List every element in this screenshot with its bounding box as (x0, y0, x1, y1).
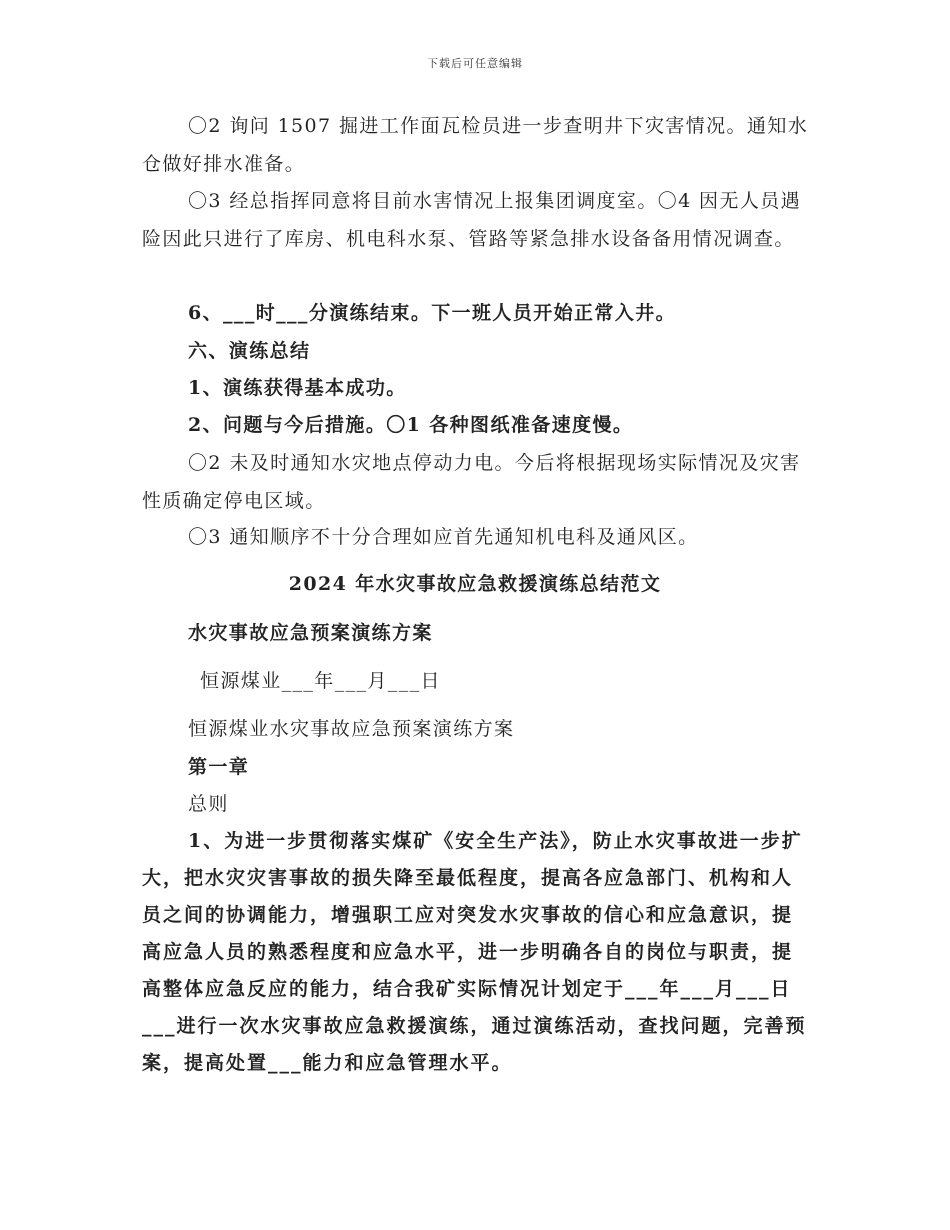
paragraph: 恒源煤业水灾事故应急预案演练方案 (188, 718, 515, 740)
document-title: 2024 年水灾事故应急救援演练总结范文 (288, 573, 662, 595)
paragraph: 1、演练获得基本成功。 (188, 377, 407, 399)
paragraph: 1、为进一步贯彻落实煤矿《安全生产法》，防止水灾事故进一步扩大，把水灾灾害事故的损失降至最低程度，提高各应急部门、机构和人员之间的协调能力，增强职工应对突发水灾事故的信心和应急意识，提高应急人员的熟悉程度和应急水平，进一步明确各自的岗位与职责，提高整体应急反应的能力，结合我矿实际情况计划定于___年___月___日___进行一次水灾事故应急救援演练，通过演练活动，查找问题，完善预案，提高处置___能力和应急管理水平。 (142, 830, 807, 1074)
paragraph: 6、___时___分演练结束。下一班人员开始正常入井。 (188, 302, 677, 324)
chapter-heading: 第一章 (188, 756, 250, 778)
paragraph: 2、问题与今后措施。〇1 各种图纸准备速度慢。 (188, 414, 634, 436)
section-heading: 六、演练总结 (188, 340, 311, 362)
subtitle: 水灾事故应急预案演练方案 (188, 622, 433, 644)
paragraph: 〇2 询问 1507 掘进工作面瓦检员进一步查明井下灾害情况。通知水仓做好排水准备。 (142, 115, 809, 175)
paragraph: 〇2 未及时通知水灾地点停动力电。今后将根据现场实际情况及灾害性质确定停电区域。 (142, 452, 801, 512)
page-header: 下载后可任意编辑 (427, 57, 523, 70)
date-line: 恒源煤业___年___月___日 (200, 670, 441, 692)
chapter-subheading: 总则 (188, 793, 229, 815)
paragraph: 〇3 通知顺序不十分合理如应首先通知机电科及通风区。 (188, 526, 699, 548)
paragraph: 〇3 经总指挥同意将目前水害情况上报集团调度室。〇4 因无人员遇险因此只进行了库房、机电科水泵、管路等紧急排水设备备用情况调查。 (142, 190, 802, 250)
